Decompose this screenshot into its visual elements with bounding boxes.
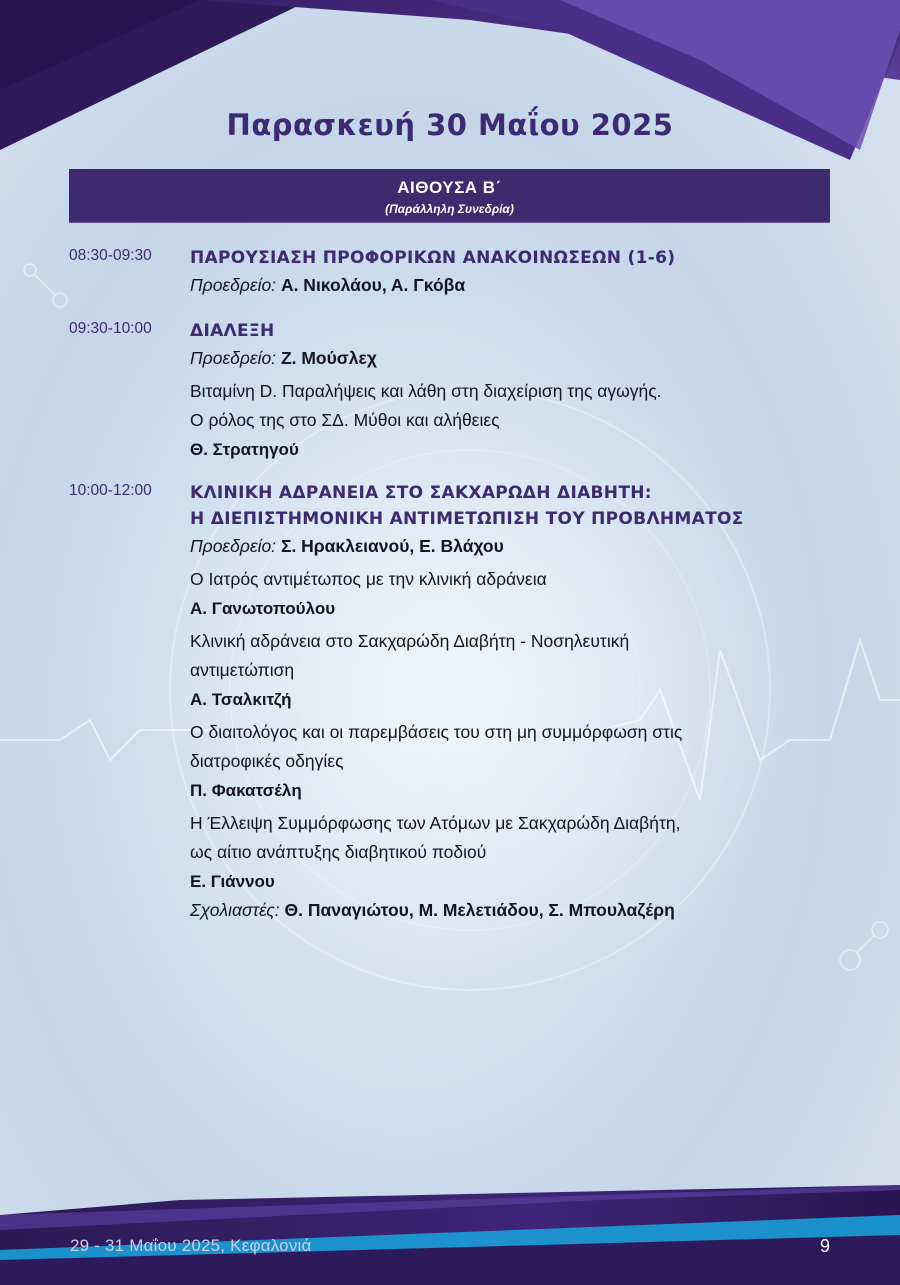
session-time: 10:00-12:00 (69, 482, 152, 499)
talk-title-line: Η Έλλειψη Συμμόρφωσης των Ατόμων με Σακχαρώδη Διαβήτη, (190, 813, 681, 833)
hall-subtitle: (Παράλληλη Συνεδρία) (385, 202, 514, 216)
page-number: 9 (819, 1236, 830, 1256)
commentators-line (190, 896, 870, 925)
session-time: 09:30-10:00 (69, 320, 152, 337)
chair-names: Ζ. Μούσλεχ (280, 348, 377, 368)
talk-title-line: ως αίτιο ανάπτυξης διαβητικού ποδιού (190, 842, 487, 862)
chair-line (190, 344, 830, 373)
talk-title-line: αντιμετώπιση (190, 660, 295, 680)
chair-line (190, 271, 830, 300)
commentators-label: Σχολιαστές: (190, 900, 280, 920)
talk-speaker: Α. Γανωτοπούλου (190, 599, 336, 618)
talk-title-line: Ο ρόλος της στο ΣΔ. Μύθοι και αλήθειες (190, 410, 500, 430)
talk-title-line: Ο Ιατρός αντιμέτωπος με την κλινική αδράνεια (190, 569, 547, 589)
chair-label: Προεδρείο: (190, 275, 277, 295)
chair-line (190, 532, 870, 561)
session-title: ΠΑΡΟΥΣΙΑΣΗ ΠΡΟΦΟΡΙΚΩΝ ΑΝΑΚΟΙΝΩΣΕΩΝ (1-6) (190, 248, 676, 268)
session-title-line: Η ΔΙΕΠΙΣΤΗΜΟΝΙΚΗ ΑΝΤΙΜΕΤΩΠΙΣΗ ΤΟΥ ΠΡΟΒΛΗΜΑΤΟΣ (190, 509, 744, 529)
talk-title-line: Κλινική αδράνεια στο Σακχαρώδη Διαβήτη - Νοσηλευτική (190, 631, 630, 651)
session-title: ΔΙΑΛΕΞΗ (190, 321, 275, 341)
chair-label: Προεδρείο: (190, 348, 277, 368)
talk-speaker: Α. Τσαλκιτζή (190, 690, 292, 709)
session-title-line: ΚΛΙΝΙΚΗ ΑΔΡΑΝΕΙΑ ΣΤΟ ΣΑΚΧΑΡΩΔΗ ΔΙΑΒΗΤΗ: (190, 483, 652, 503)
session-time: 08:30-09:30 (69, 247, 152, 264)
page-title: Παρασκευή 30 Μαΐου 2025 (226, 108, 674, 142)
talk-speaker: Ε. Γιάννου (190, 872, 275, 891)
chair-names: Α. Νικολάου, Α. Γκόβα (280, 275, 466, 295)
chair-label: Προεδρείο: (190, 536, 277, 556)
talk-title-line: Ο διαιτολόγος και οι παρεμβάσεις του στη μη συμμόρφωση στις (190, 722, 683, 742)
talk-title-line: διατροφικές οδηγίες (190, 751, 344, 771)
talk-speaker: Π. Φακατσέλη (190, 781, 302, 800)
hall-name: ΑΙΘΟΥΣΑ Β΄ (397, 178, 502, 197)
talk-speaker: Θ. Στρατηγού (190, 440, 299, 459)
chair-names: Σ. Ηρακλειανού, Ε. Βλάχου (280, 536, 504, 556)
footer-event-info: 29 - 31 Μαΐου 2025, Κεφαλονιά (70, 1236, 312, 1255)
hall-header (69, 169, 830, 223)
commentators-names: Θ. Παναγιώτου, Μ. Μελετιάδου, Σ. Μπουλαζέρη (284, 900, 675, 920)
talk-title-line: Βιταμίνη D. Παραλήψεις και λάθη στη διαχείριση της αγωγής. (190, 381, 662, 401)
